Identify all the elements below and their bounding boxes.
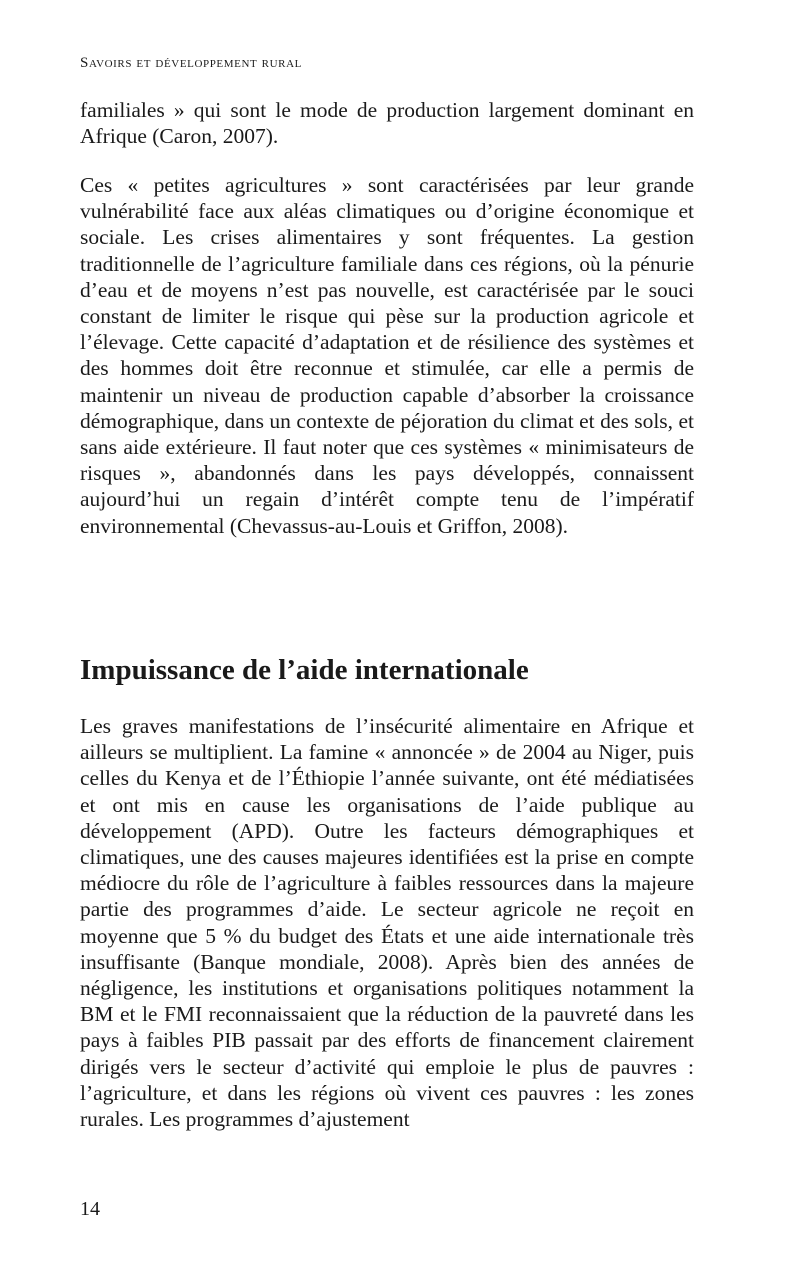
paragraph-aide-internationale: Les graves manifestations de l’insécurité alimentaire en Afrique et ailleurs se multiplient. La famine « annoncée » de 2004 au Niger, puis celles du Kenya et de l’Éthiopie l’année suivante, ont été médiatisées et ont mis en cause les organisations de l’aide publique au développement (APD). Outre les facteurs démographiques et climatiques, une des causes majeures identifiées est la prise en compte médiocre du rôle de l’agriculture à faibles ressources dans la majeure partie des programmes d’aide. Le secteur agricole ne reçoit en moyenne que 5 % du budget des États et une aide internationale très insuffisante (Banque mondiale, 2008). Après bien des années de négligence, les institutions et organisations politiques notamment la BM et le FMI reconnaissaient que la réduction de la pauvreté dans les pays à faibles PIB passait par des efforts de financement clairement dirigés vers le secteur d’activité qui emploie le plus de pauvres : l’agriculture, et dans les régions où vivent ces pauvres : les zones rurales. Les programmes d’ajustement	[80, 714, 694, 1132]
paragraph-continuation: familiales » qui sont le mode de production largement dominant en Afrique (Caron, 2007).	[80, 98, 694, 149]
book-page	[80, 0, 694, 1267]
section-heading: Impuissance de l’aide internationale	[80, 654, 529, 686]
paragraph-petites-agricultures: Ces « petites agricultures » sont caractérisées par leur grande vulnérabilité face aux aléas climatiques ou d’origine économique et sociale. Les crises alimentaires y sont fréquentes. La gestion traditionnelle de l’agriculture familiale dans ces régions, où la pénurie d’eau et de moyens n’est pas nouvelle, est caractérisée par le souci constant de limiter le risque qui pèse sur la production agricole et l’élevage. Cette capacité d’adaptation et de résilience des systèmes et des hommes doit être reconnue et stimulée, car elle a permis de maintenir un niveau de production capable d’absorber la croissance démographique, dans un contexte de péjoration du climat et des sols, et sans aide extérieure. Il faut noter que ces systèmes « minimisateurs de risques », abandonnés dans les pays développés, connaissent aujourd’hui un regain d’intérêt compte tenu de l’impératif environnemental (Chevassus-au-Louis et Griffon, 2008).	[80, 173, 694, 538]
running-header: Savoirs et développement rural	[80, 55, 302, 71]
page-number: 14	[80, 1198, 100, 1220]
